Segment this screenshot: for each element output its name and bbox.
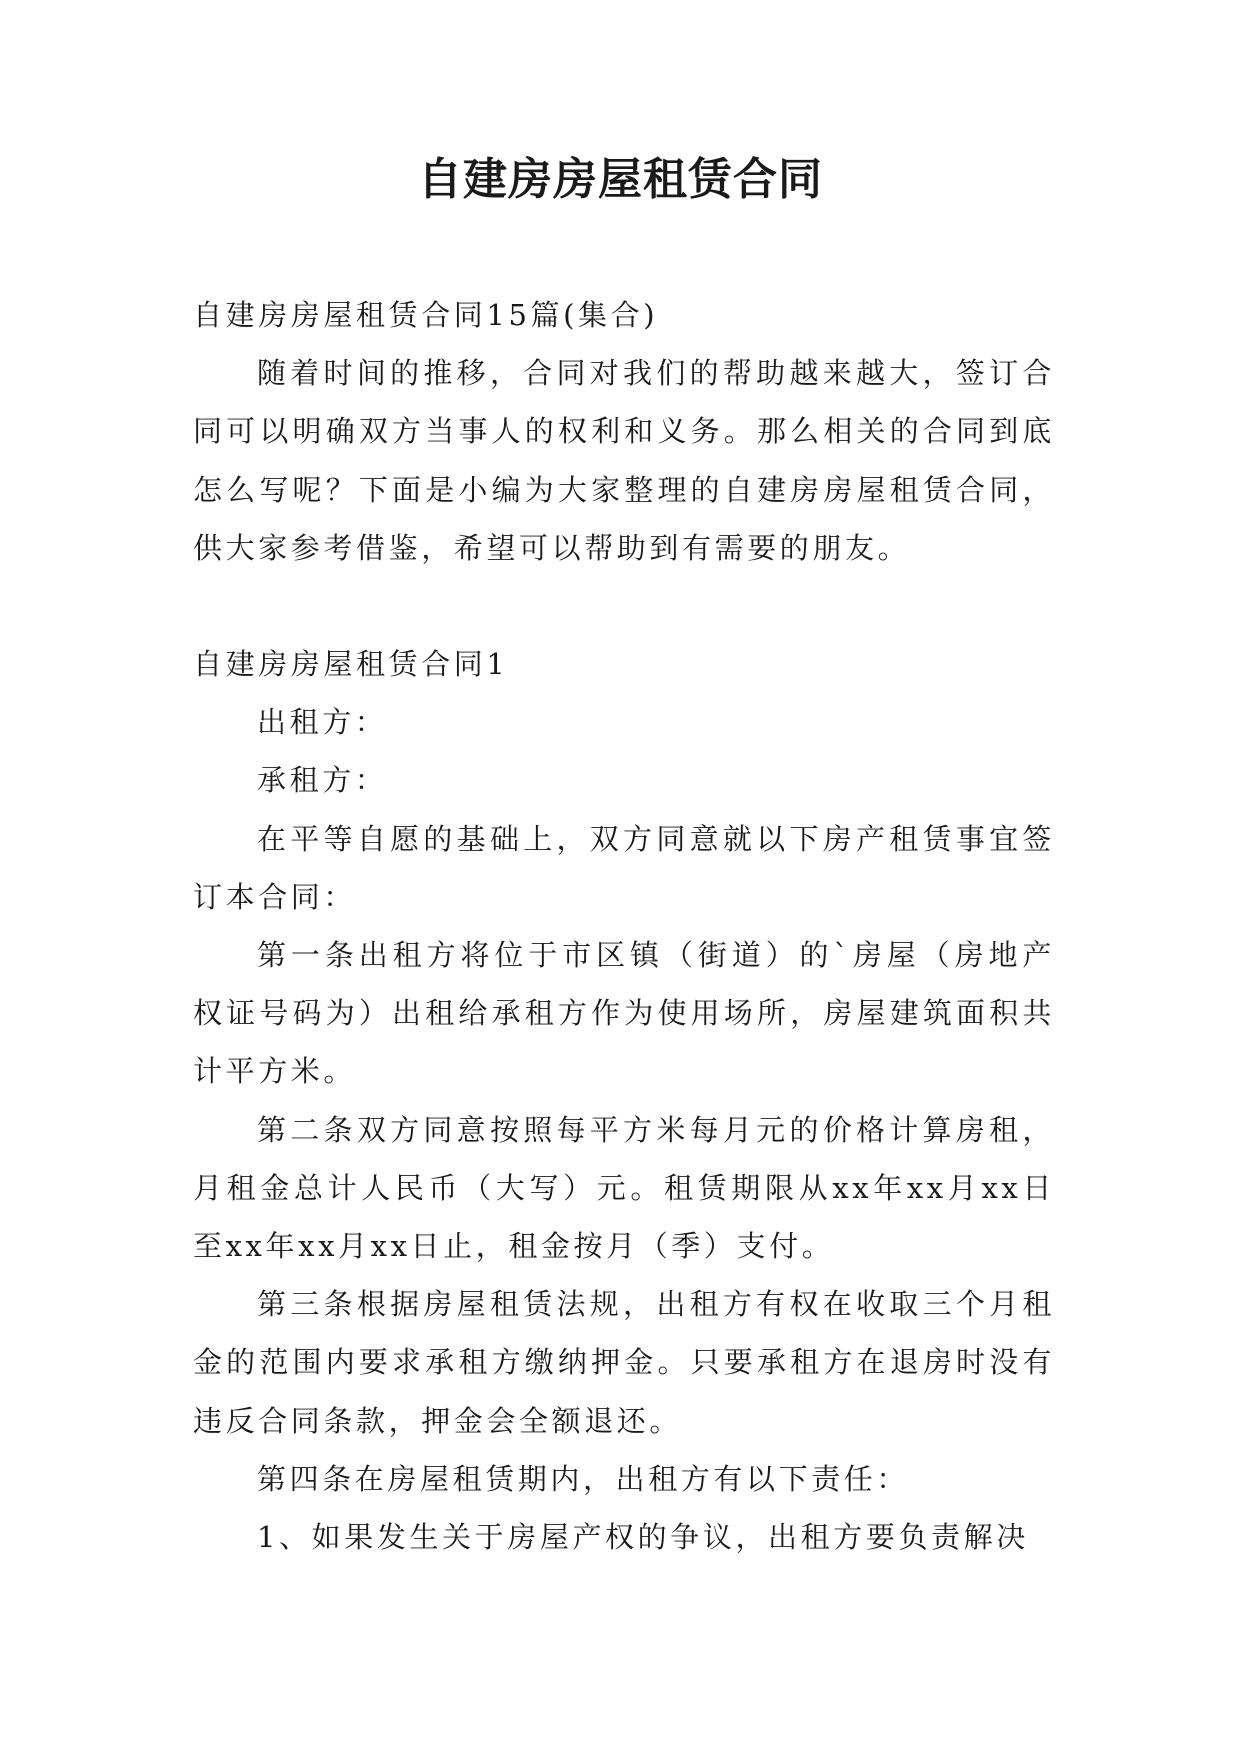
preamble-paragraph: 在平等自愿的基础上，双方同意就以下房产租赁事宜签订本合同： [193,821,1055,914]
document-subtitle: 自建房房屋租赁合同15篇(集合) [193,298,659,332]
section-heading: 自建房房屋租赁合同1 [193,647,509,682]
paragraph-spacer [193,577,1055,635]
article-4: 第四条在房屋租赁期内，出租方有以下责任： [257,1461,910,1496]
lessee-line: 承租方： [257,763,388,798]
document-body [193,286,1055,1566]
document-title: 自建房房屋租赁合同 [418,154,823,205]
intro-paragraph: 随着时间的推移，合同对我们的帮助越来越大，签订合同可以明确双方当事人的权利和义务。那么相关的合同到底怎么写呢？下面是小编为大家整理的自建房房屋租赁合同，供大家参考借鉴，希望可以帮助到有需要的朋友。 [193,356,1055,565]
lessor-line: 出租方： [257,705,388,740]
article-3: 第三条根据房屋租赁法规，出租方有权在收取三个月租金的范围内要求承租方缴纳押金。只要承租方在退房时没有违反合同条款，押金会全额退还。 [193,1287,1055,1438]
article-1: 第一条出租方将位于市区镇（街道）的`房屋（房地产权证号码为）出租给承租方作为使用场所，房屋建筑面积共计平方米。 [193,938,1055,1089]
article-2: 第二条双方同意按照每平方米每月元的价格计算房租，月租金总计人民币（大写）元。租赁期限从xx年xx月xx日至xx年xx月xx日止，租金按月（季）支付。 [193,1112,1055,1264]
article-4-item-1: 1、如果发生关于房屋产权的争议，出租方要负责解决 [257,1520,1029,1555]
